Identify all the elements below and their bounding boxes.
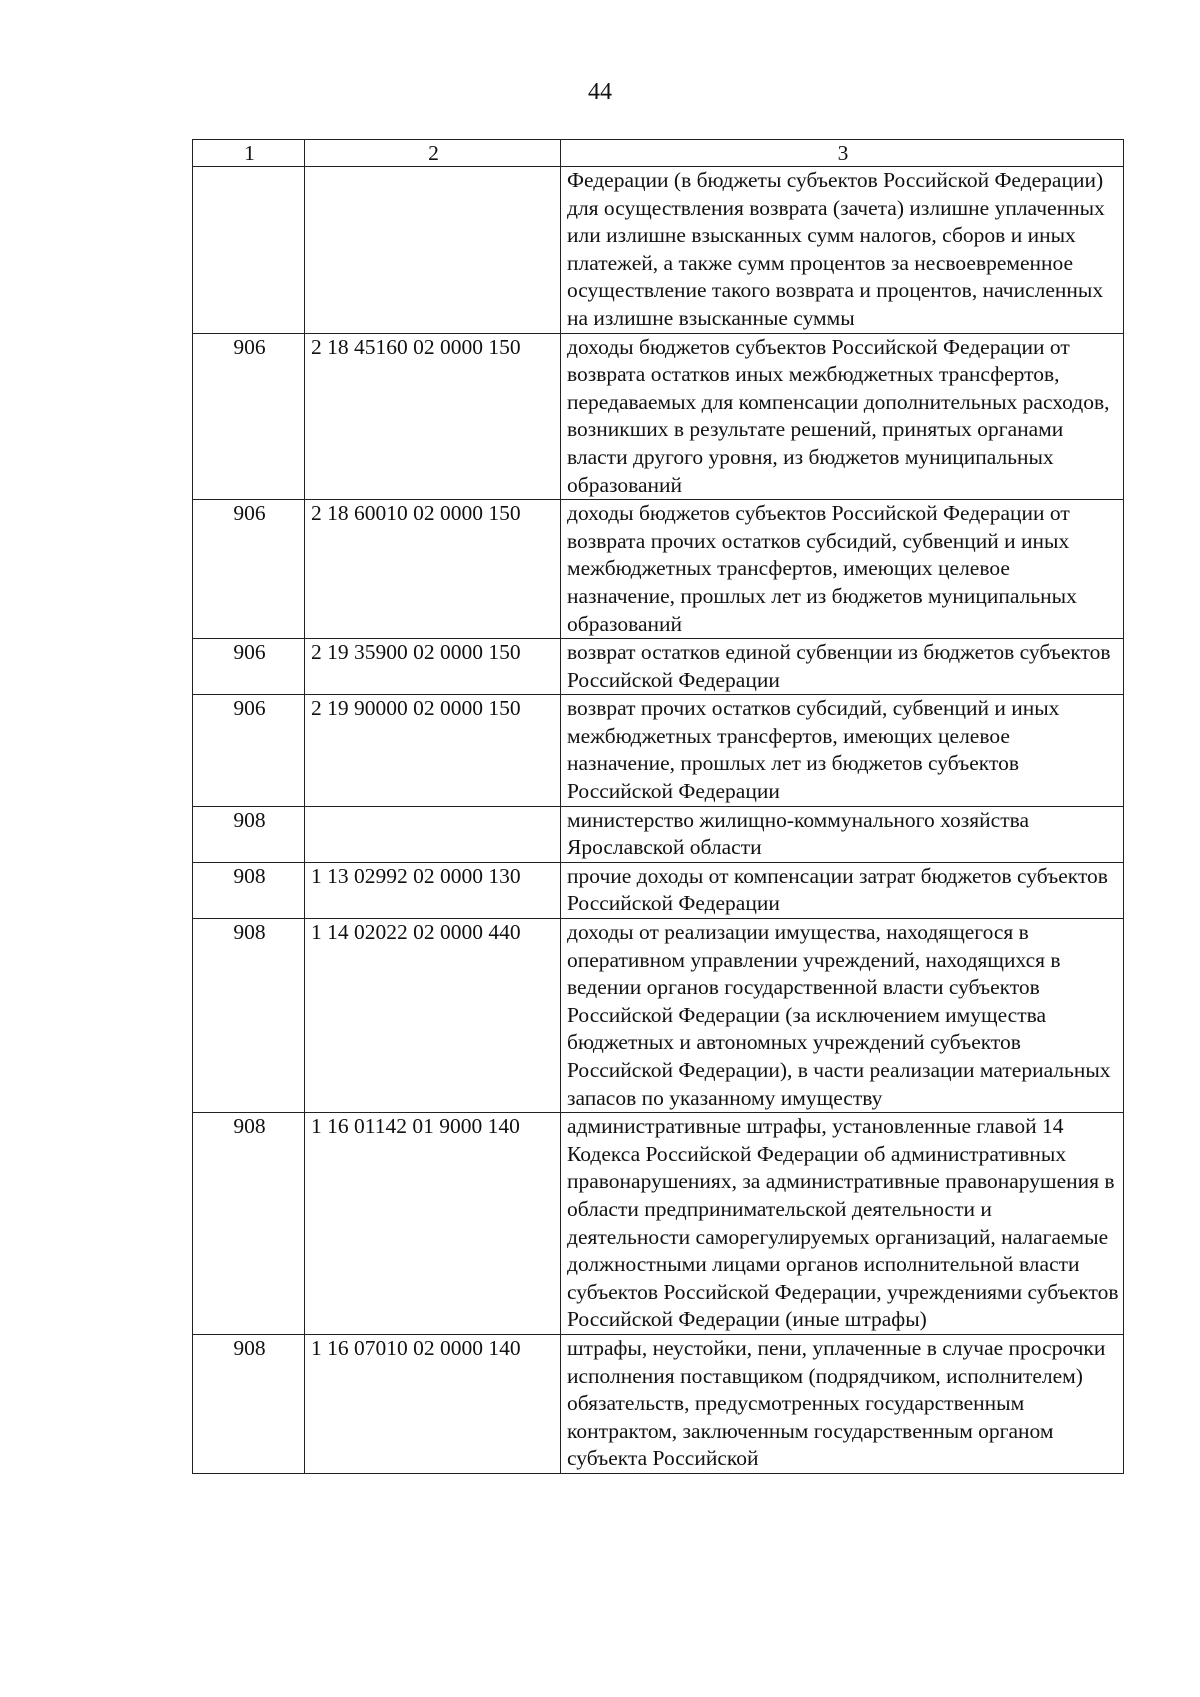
- table-row: [193, 695, 1124, 806]
- table-header-row: [193, 140, 1124, 167]
- admin-code-cell: [193, 167, 305, 334]
- admin-code-cell: 908: [193, 1113, 305, 1335]
- table-row: [193, 639, 1124, 695]
- table-row: [193, 919, 1124, 1113]
- description-cell: доходы от реализации имущества, находящегося в оперативном управлении учреждений, находящихся в ведении органов государственной власти субъектов Российской Федерации (за исключением имущества бюджетных и автономных учреждений субъектов Российской Федерации), в части реализации материальных запасов по указанному имуществу: [561, 919, 1124, 1113]
- description-cell: доходы бюджетов субъектов Российской Федерации от возврата остатков иных межбюджетных трансфертов, передаваемых для компенсации дополнительных расходов, возникших в результате решений, принятых органами власти другого уровня, из бюджетов муниципальных образований: [561, 333, 1124, 500]
- revenue-code-cell: [305, 806, 561, 862]
- revenue-code-cell: 1 13 02992 02 0000 130: [305, 862, 561, 918]
- table-row: [193, 1334, 1124, 1473]
- column-header-1: 1: [193, 140, 305, 167]
- description-cell: министерство жилищно-коммунального хозяйства Ярославской области: [561, 806, 1124, 862]
- description-cell: прочие доходы от компенсации затрат бюджетов субъектов Российской Федерации: [561, 862, 1124, 918]
- table-row: [193, 862, 1124, 918]
- admin-code-cell: 908: [193, 862, 305, 918]
- description-cell: возврат остатков единой субвенции из бюджетов субъектов Российской Федерации: [561, 639, 1124, 695]
- description-cell: штрафы, неустойки, пени, уплаченные в случае просрочки исполнения поставщиком (подрядчиком, исполнителем) обязательств, предусмотренных государственным контрактом, заключенным государственным органом субъекта Российской: [561, 1334, 1124, 1473]
- admin-code-cell: 906: [193, 639, 305, 695]
- revenue-code-cell: 2 18 45160 02 0000 150: [305, 333, 561, 500]
- revenue-code-cell: 1 14 02022 02 0000 440: [305, 919, 561, 1113]
- table-row: [193, 333, 1124, 500]
- table-row: [193, 167, 1124, 334]
- column-header-3: 3: [561, 140, 1124, 167]
- description-cell: возврат прочих остатков субсидий, субвенций и иных межбюджетных трансфертов, имеющих целевое назначение, прошлых лет из бюджетов субъектов Российской Федерации: [561, 695, 1124, 806]
- admin-code-cell: 906: [193, 500, 305, 639]
- table-row: [193, 1113, 1124, 1335]
- admin-code-cell: 906: [193, 695, 305, 806]
- description-cell: административные штрафы, установленные главой 14 Кодекса Российской Федерации об административных правонарушениях, за административные правонарушения в области предпринимательской деятельности и деятельности саморегулируемых организаций, налагаемые должностными лицами органов исполнительной власти субъектов Российской Федерации, учреждениями субъектов Российской Федерации (иные штрафы): [561, 1113, 1124, 1335]
- admin-code-cell: 908: [193, 1334, 305, 1473]
- description-cell: Федерации (в бюджеты субъектов Российской Федерации) для осуществления возврата (зачета) излишне уплаченных или излишне взысканных сумм налогов, сборов и иных платежей, а также сумм процентов за несвоевременное осуществление такого возврата и процентов, начисленных на излишне взысканные суммы: [561, 167, 1124, 334]
- table-row: [193, 806, 1124, 862]
- table-row: [193, 500, 1124, 639]
- revenue-code-cell: 2 19 90000 02 0000 150: [305, 695, 561, 806]
- revenue-code-cell: 1 16 01142 01 9000 140: [305, 1113, 561, 1335]
- revenue-code-cell: 2 18 60010 02 0000 150: [305, 500, 561, 639]
- page-number: 44: [588, 79, 612, 105]
- column-header-2: 2: [305, 140, 561, 167]
- revenue-code-cell: 1 16 07010 02 0000 140: [305, 1334, 561, 1473]
- admin-code-cell: 908: [193, 806, 305, 862]
- revenue-code-cell: [305, 167, 561, 334]
- budget-revenue-table: [192, 139, 1124, 1474]
- admin-code-cell: 908: [193, 919, 305, 1113]
- description-cell: доходы бюджетов субъектов Российской Федерации от возврата прочих остатков субсидий, субвенций и иных межбюджетных трансфертов, имеющих целевое назначение, прошлых лет из бюджетов муниципальных образований: [561, 500, 1124, 639]
- revenue-code-cell: 2 19 35900 02 0000 150: [305, 639, 561, 695]
- admin-code-cell: 906: [193, 333, 305, 500]
